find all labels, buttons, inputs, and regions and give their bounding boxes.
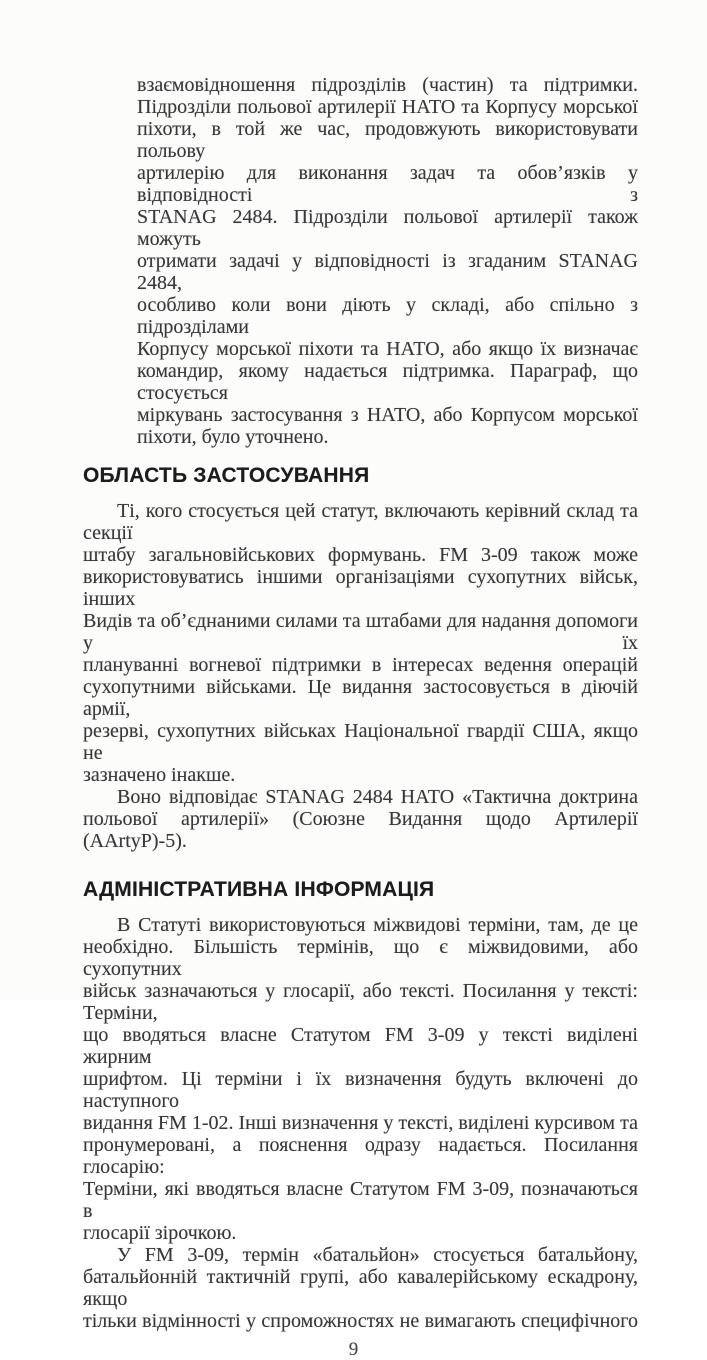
- text-line: Ті, кого стосується цей статут, включають керівний склад та секції: [83, 500, 638, 544]
- text-line: Видів та об’єднаними силами та штабами для надання допомоги у їх: [83, 610, 638, 654]
- text-line: особливо коли вони діють у складі, або спільно з підрозділами: [137, 294, 638, 338]
- text-line: отримати задачі у відповідності із згаданим STANAG 2484,: [137, 250, 638, 294]
- text-line: що вводяться власне Статутом FM 3-09 у тексті виділені жирним: [83, 1024, 638, 1068]
- text-line: шрифтом. Ці терміни і їх визначення будуть включені до наступного: [83, 1068, 638, 1112]
- text-line: необхідно. Більшість термінів, що є міжвидовими, або сухопутних: [83, 936, 638, 980]
- continuation-paragraph: [137, 74, 638, 448]
- paragraph-admin-1: [83, 914, 638, 1244]
- text-line: тільки відмінності у спроможностях не вимагають специфічного: [83, 1310, 638, 1332]
- text-line: міркувань застосування з НАТО, або Корпусом морської: [137, 404, 638, 426]
- text-line: Терміни, які вводяться власне Статутом FM 3-09, позначаються в: [83, 1178, 638, 1222]
- text-line: використовуватись іншими організаціями сухопутних військ, інших: [83, 566, 638, 610]
- text-line: штабу загальновійськових формувань. FM 3-09 також може: [83, 544, 638, 566]
- text-line: У FM 3-09, термін «батальйон» стосується батальйону,: [117, 1244, 638, 1266]
- text-line: Корпусу морської піхоти та НАТО, або якщо їх визначає: [137, 338, 638, 360]
- text-line: польової артилерії» (Союзне Видання щодо Артилерії (AArtyP)-5).: [83, 808, 638, 852]
- paragraph-admin-2: [83, 1244, 638, 1332]
- section-heading-admin-info: АДМІНІСТРАТИВНА ІНФОРМАЦІЯ: [83, 878, 435, 901]
- text-line: взаємовідношення підрозділів (частин) та підтримки.: [137, 74, 638, 96]
- text-line: зазначено інакше.: [83, 764, 236, 786]
- text-line: піхоти, було уточнено.: [137, 426, 329, 448]
- text-line: Воно відповідає STANAG 2484 НАТО «Тактична доктрина: [117, 786, 638, 808]
- text-line: резерві, сухопутних військах Національної гвардії США, якщо не: [83, 720, 638, 764]
- text-line: видання FM 1-02. Інші визначення у тексті, виділені курсивом та: [83, 1112, 638, 1134]
- text-line: Підрозділи польової артилерії НАТО та Корпусу морської: [137, 96, 638, 118]
- text-line: пронумеровані, а пояснення одразу надається. Посилання глосарію:: [83, 1134, 638, 1178]
- text-line: STANAG 2484. Підрозділи польової артилерії також можуть: [137, 206, 638, 250]
- text-line: піхоти, в той же час, продовжують використовувати польову: [137, 118, 638, 162]
- text-line: плануванні вогневої підтримки в інтересах ведення операцій: [83, 654, 638, 676]
- text-line: командир, якому надається підтримка. Параграф, що стосується: [137, 360, 638, 404]
- text-line: В Статуті використовуються міжвидові терміни, там, де це: [117, 914, 638, 936]
- text-line: глосарії зірочкою.: [83, 1222, 237, 1244]
- text-line: батальйонній тактичній групі, або кавалерійському ескадрону, якщо: [83, 1266, 638, 1310]
- text-line: військ зазначаються у глосарії, або тексті. Посилання у тексті: Терміни,: [83, 980, 638, 1024]
- page-number: 9: [348, 1339, 359, 1360]
- section-heading-scope: ОБЛАСТЬ ЗАСТОСУВАННЯ: [83, 464, 370, 487]
- paragraph-scope-2: [83, 786, 638, 852]
- paragraph-scope-1: [83, 500, 638, 786]
- text-line: сухопутними військами. Це видання застосовується в діючій армії,: [83, 676, 638, 720]
- text-line: артилерію для виконання задач та обов’язків у відповідності з: [137, 162, 638, 206]
